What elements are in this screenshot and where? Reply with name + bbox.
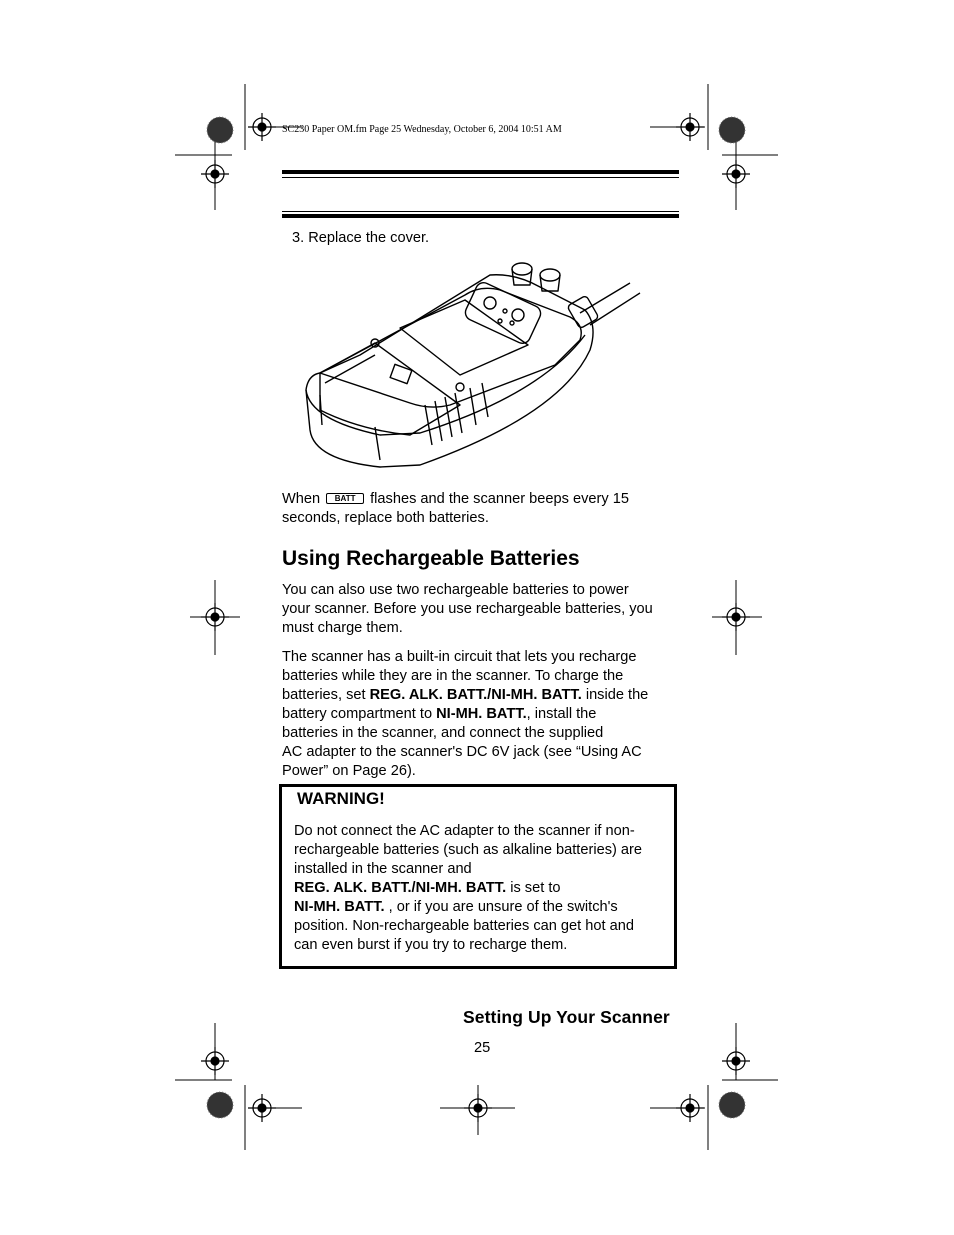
warning-text bbox=[294, 822, 642, 955]
switch-setting: NI-MH. BATT. bbox=[436, 706, 527, 722]
para2-line: Power” on Page 26). bbox=[282, 763, 416, 779]
step-3-text: 3. Replace the cover. bbox=[292, 230, 430, 246]
para2-line: batteries while they are in the scanner. To charge the bbox=[282, 668, 624, 684]
para2-text: batteries, set bbox=[282, 687, 366, 703]
page-number: 25 bbox=[474, 1040, 491, 1056]
warning-line: position. Non-rechargeable batteries can get hot and bbox=[294, 918, 634, 934]
para2-line: batteries in the scanner, and connect the supplied bbox=[282, 725, 604, 741]
warning-title: WARNING! bbox=[297, 789, 385, 808]
warning-line: rechargeable batteries (such as alkaline batteries) are bbox=[294, 842, 643, 858]
top-rule-thin bbox=[282, 177, 679, 178]
switch-setting: NI-MH. BATT. bbox=[294, 899, 385, 915]
para2-line bbox=[282, 705, 648, 724]
section-rule-thin bbox=[282, 211, 679, 212]
batt-note-after: flashes and the scanner beeps every 15 bbox=[370, 491, 629, 507]
file-info-header: SC230 Paper OM.fm Page 25 Wednesday, October 6, 2004 10:51 AM bbox=[282, 124, 562, 135]
switch-label: REG. ALK. BATT./NI-MH. BATT. bbox=[369, 687, 582, 703]
top-rule-thick bbox=[282, 170, 679, 174]
batt-note-before: When bbox=[282, 491, 321, 507]
para2-text: , install the bbox=[526, 706, 597, 722]
battery-icon: BATT bbox=[326, 493, 364, 504]
warning-line: can even burst if you try to recharge them. bbox=[294, 937, 568, 953]
batt-note-line2: seconds, replace both batteries. bbox=[282, 510, 489, 526]
paragraph-1 bbox=[282, 581, 653, 638]
section-title: Using Rechargeable Batteries bbox=[282, 547, 580, 570]
footer-section-title: Setting Up Your Scanner bbox=[463, 1007, 670, 1027]
para2-line: AC adapter to the scanner's DC 6V jack (see “Using AC bbox=[282, 744, 642, 760]
warning-text-span: , or if you are unsure of the switch's bbox=[388, 899, 618, 915]
switch-label: REG. ALK. BATT./NI-MH. BATT. bbox=[294, 880, 507, 896]
para1-line: must charge them. bbox=[282, 620, 403, 636]
paragraph-2 bbox=[282, 648, 648, 781]
para2-line: The scanner has a built-in circuit that lets you recharge bbox=[282, 649, 637, 665]
warning-line: Do not connect the AC adapter to the scanner if non- bbox=[294, 823, 635, 839]
para2-text: inside the bbox=[585, 687, 649, 703]
warning-line bbox=[294, 898, 642, 917]
para2-line bbox=[282, 686, 648, 705]
warning-text-span: is set to bbox=[510, 880, 561, 896]
warning-line bbox=[294, 879, 642, 898]
para1-line: You can also use two rechargeable batteries to power bbox=[282, 582, 629, 598]
para1-line: your scanner. Before you use rechargeable batteries, you bbox=[282, 601, 653, 617]
batt-note bbox=[282, 490, 629, 509]
section-rule-thick bbox=[282, 214, 679, 218]
warning-line: installed in the scanner and bbox=[294, 861, 472, 877]
scanner-illustration bbox=[300, 255, 645, 470]
para2-text: battery compartment to bbox=[282, 706, 433, 722]
